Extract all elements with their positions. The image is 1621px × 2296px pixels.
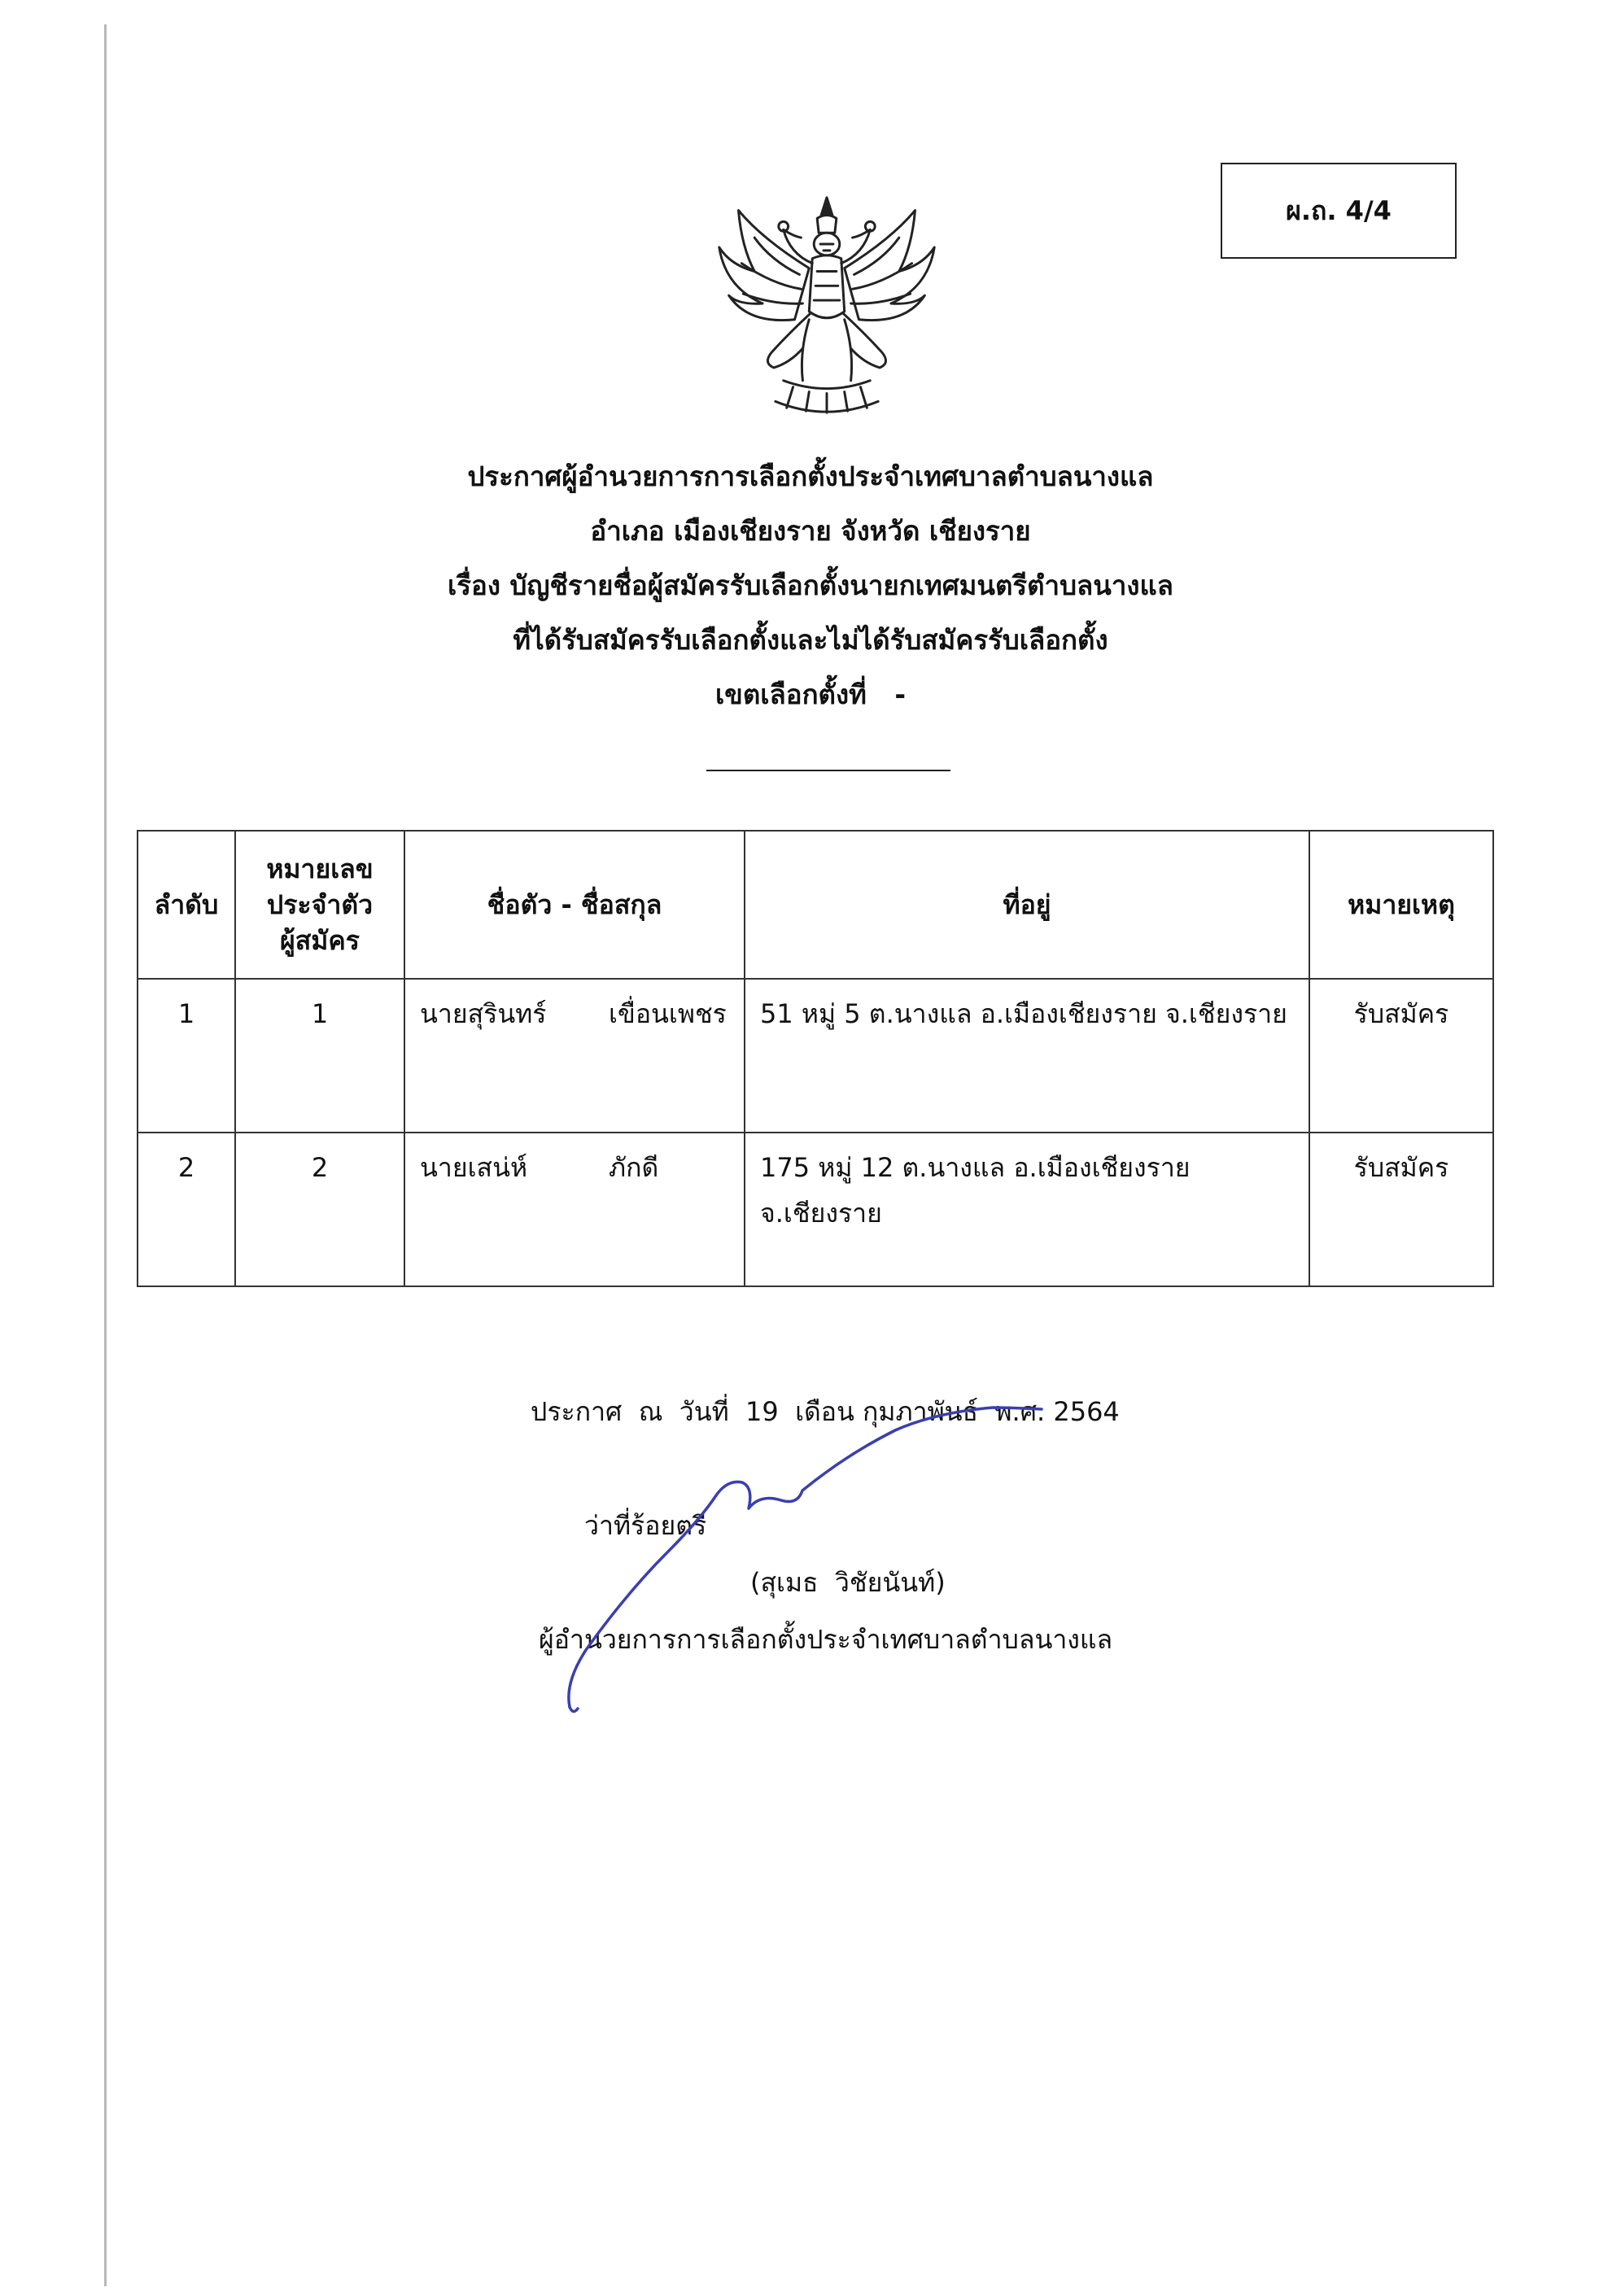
announcement-header (0, 449, 1621, 722)
header-order: ลำดับ (138, 831, 235, 979)
header-address: ที่อยู่ (745, 831, 1309, 979)
row-address: 51 หมู่ 5 ต.นางแล อ.เมืองเชียงราย จ.เชียงราย (745, 979, 1309, 1133)
header-name: ชื่อตัว - ชื่อสกุล (404, 831, 745, 979)
row-last-name: ภักดี (609, 1152, 659, 1183)
header-candidate-number: หมายเลข ประจำตัว ผู้สมัคร (235, 831, 404, 979)
signer-title: ผู้อำนวยการการเลือกตั้งประจำเทศบาลตำบลนางแล (539, 1624, 1113, 1655)
row-remark: รับสมัคร (1309, 1133, 1493, 1286)
row-last-name: เขื่อนเพชร (609, 998, 727, 1029)
row-name (404, 1133, 745, 1286)
page-binding-line (104, 24, 107, 2286)
form-code: ผ.ถ. 4/4 (1286, 194, 1392, 226)
signer-name: (สุเมธ วิชัยนันท์) (750, 1567, 946, 1598)
row-order: 1 (138, 979, 235, 1133)
row-candidate-number: 2 (235, 1133, 404, 1286)
signer-rank: ว่าที่ร้อยตรี (584, 1510, 707, 1541)
table-row (138, 1133, 1493, 1286)
header-line-4: ที่ได้รับสมัครรับเลือกตั้งและไม่ได้รับสมัครรับเลือกตั้ง (513, 624, 1108, 656)
row-first-name: นายสุรินทร์ (420, 998, 547, 1029)
row-candidate-number: 1 (235, 979, 404, 1133)
header-remark: หมายเหตุ (1309, 831, 1493, 979)
handwritten-signature (553, 1406, 1090, 1731)
table-row (138, 979, 1493, 1133)
form-code-box (1221, 163, 1457, 259)
row-remark: รับสมัคร (1309, 979, 1493, 1133)
row-name (404, 979, 745, 1133)
candidates-table (137, 830, 1494, 1287)
garuda-emblem-icon (706, 189, 947, 418)
header-divider (706, 770, 950, 771)
header-line-5: เขตเลือกตั้งที่ - (714, 679, 907, 710)
header-line-2: อำเภอ เมืองเชียงราย จังหวัด เชียงราย (590, 515, 1031, 547)
row-address: 175 หมู่ 12 ต.นางแล อ.เมืองเชียงราย จ.เชียงราย (745, 1133, 1309, 1286)
header-line-3: เรื่อง บัญชีรายชื่อผู้สมัครรับเลือกตั้งนายกเทศมนตรีตำบลนางแล (448, 570, 1173, 601)
row-order: 2 (138, 1133, 235, 1286)
table-header-row (138, 831, 1493, 979)
row-first-name: นายเสน่ห์ (420, 1152, 528, 1183)
header-line-1: ประกาศผู้อำนวยการการเลือกตั้งประจำเทศบาลตำบลนางแล (467, 461, 1154, 492)
announcement-date: ประกาศ ณ วันที่ 19 เดือน กุมภาพันธ์ พ.ศ. 2564 (531, 1396, 1120, 1427)
